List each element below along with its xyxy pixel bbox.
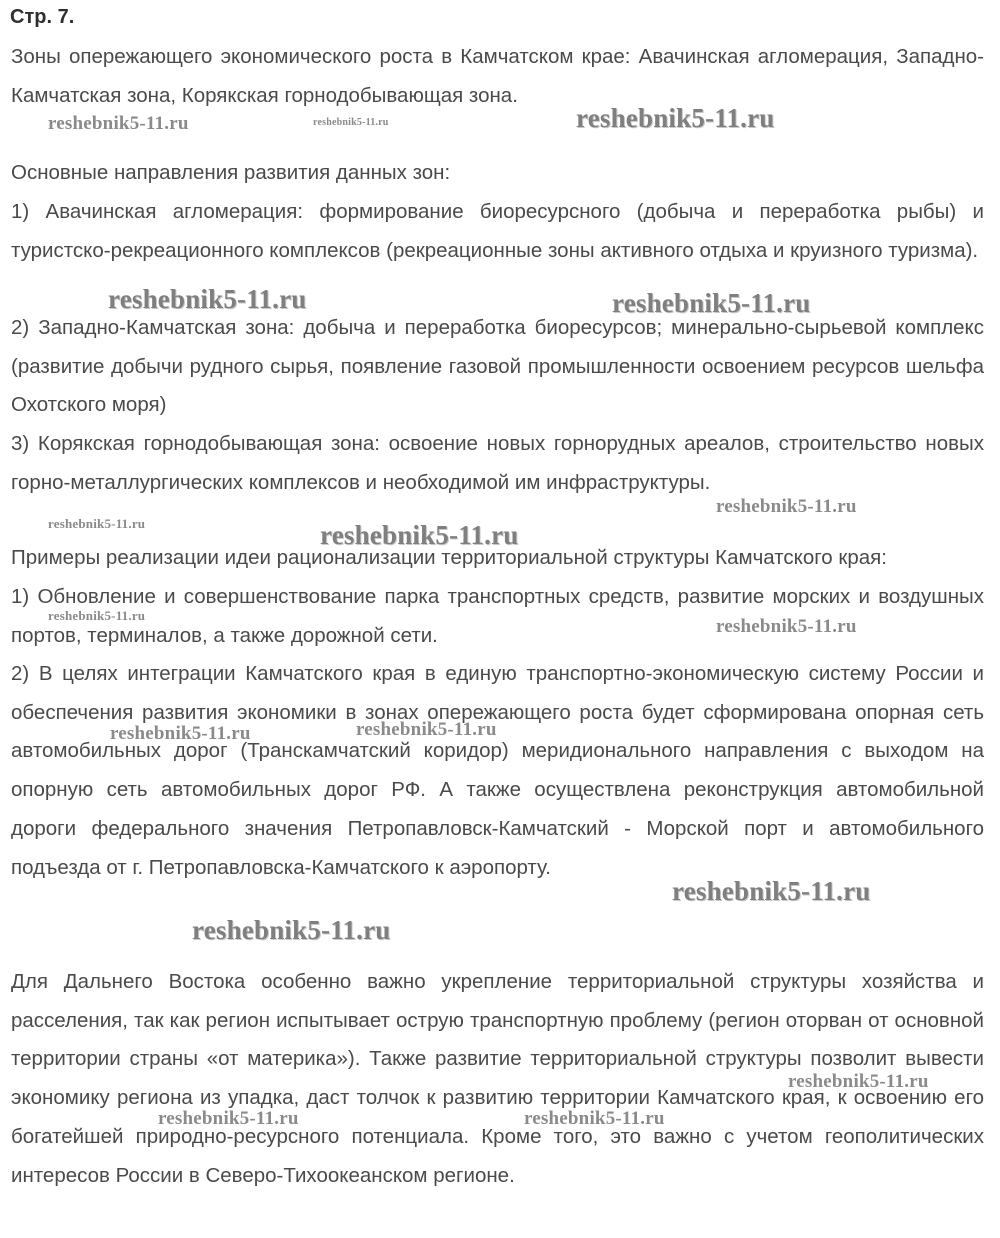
paragraph-directions-intro: Основные направления развития данных зон: <box>11 161 451 184</box>
watermark: reshebnik5-11.ru <box>612 288 811 318</box>
page-heading: Стр. 7. <box>10 6 75 28</box>
paragraph-west-kamchatka: 2) Западно-Камчатская зона: добыча и переработка биоресурсов; минерально-сырьевой комплекс (развитие добычи рудного сырья, появление газовой промышленности освоением ресурсов шельфа Охотского моря) <box>11 316 984 417</box>
watermark: reshebnik5-11.ru <box>48 113 189 134</box>
watermark: reshebnik5-11.ru <box>48 608 146 623</box>
watermark: reshebnik5-11.ru <box>716 496 857 517</box>
watermark: reshebnik5-11.ru <box>110 723 251 744</box>
paragraph-example-2: 2) В целях интеграции Камчатского края в единую транспортно-экономическую систему России и обеспечения развития экономики в зонах опережающего роста будет сформирована опорная сеть автомобильных дорог (Транскамчатский коридор) меридионального направления с выходом на опорную сеть автомобильных дорог РФ. А также осуществлена реконструкция автомобильной дороги федерального значения Петропавловск-Камчатский - Морской порт и автомобильного подъезда от г. Петропавловска-Камчатского к аэропорту. <box>11 662 984 879</box>
watermark: reshebnik5-11.ru <box>313 117 389 128</box>
watermark: reshebnik5-11.ru <box>576 103 775 133</box>
paragraph-avacha: 1) Авачинская агломерация: формирование биоресурсного (добыча и переработка рыбы) и туристско-рекреационного комплексов (рекреационные зоны активного отдыха и круизного туризма). <box>11 200 984 262</box>
watermark: reshebnik5-11.ru <box>320 520 519 550</box>
paragraph-examples-intro: Примеры реализации идеи рационализации территориальной структуры Камчатского края: <box>11 546 887 569</box>
watermark: reshebnik5-11.ru <box>788 1071 929 1092</box>
paragraph-zones: Зоны опережающего экономического роста в Камчатском крае: Авачинская агломерация, Западно-Камчатская зона, Корякская горнодобывающая зона. <box>11 45 984 107</box>
paragraph-example-1: 1) Обновление и совершенствование парка транспортных средств, развитие морских и воздушных портов, терминалов, а также дорожной сети. <box>11 585 984 647</box>
watermark: reshebnik5-11.ru <box>672 876 871 906</box>
watermark: reshebnik5-11.ru <box>192 915 391 945</box>
watermark: reshebnik5-11.ru <box>158 1108 299 1129</box>
paragraph-far-east: Для Дальнего Востока особенно важно укрепление территориальной структуры хозяйства и расселения, так как регион испытывает острую транспортную проблему (регион оторван от основной территории страны «от материка»). Также развитие территориальной структуры позволит вывести экономику региона из упадка, даст толчок к развитию территории Камчатского края, к освоению его богатейшей природно-ресурсного потенциала. Кроме того, это важно с учетом геополитических интересов России в Северо-Тихоокеанском регионе. <box>11 970 984 1187</box>
watermark: reshebnik5-11.ru <box>716 616 857 637</box>
watermark: reshebnik5-11.ru <box>108 284 307 314</box>
paragraph-koryak: 3) Корякская горнодобывающая зона: освоение новых горнорудных ареалов, строительство новых горно-металлургических комплексов и необходимой им инфраструктуры. <box>11 432 984 494</box>
watermark: reshebnik5-11.ru <box>48 516 146 531</box>
watermark: reshebnik5-11.ru <box>524 1108 665 1129</box>
watermark: reshebnik5-11.ru <box>356 719 497 740</box>
